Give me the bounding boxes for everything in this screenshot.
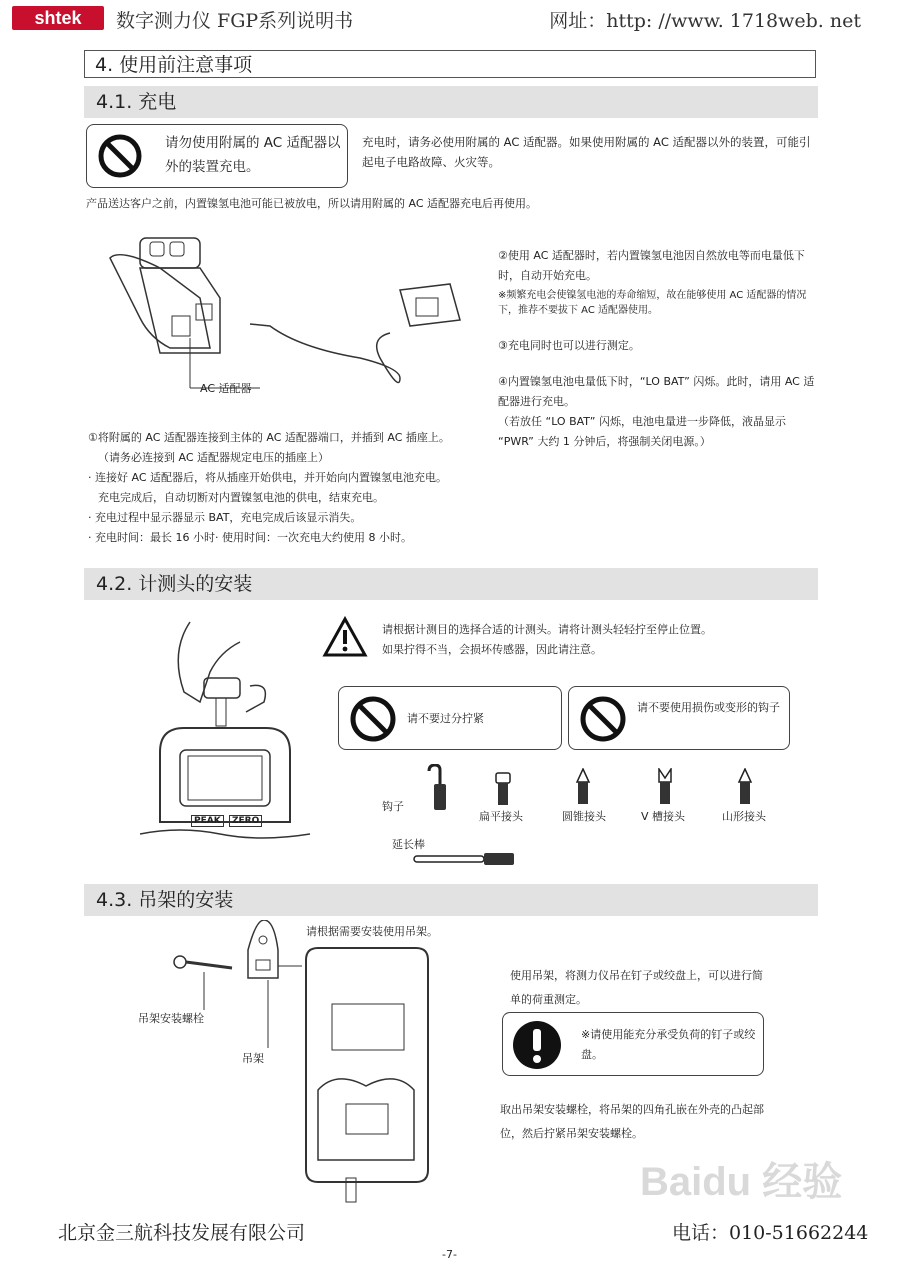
company-name: 北京金三航科技发展有限公司 xyxy=(58,1222,306,1244)
extension-rod-icon xyxy=(412,852,516,866)
note-auto-charge: ②使用 AC 适配器时，若内置镍氢电池因自然放电等而电量低下时，自动开始充电。 xyxy=(498,249,805,282)
caution-triangle-icon xyxy=(322,616,368,658)
no-overtighten-text: 请不要过分拧紧 xyxy=(407,712,484,725)
charging-warning-box xyxy=(86,124,348,188)
prohibited-icon xyxy=(349,695,397,743)
note-bat-display: · 充电过程中显示器显示 BAT，充电完成后该显示消失。 xyxy=(88,511,362,524)
v-groove-tip-icon xyxy=(656,768,674,806)
v-groove-tip-label: V 槽接头 xyxy=(641,810,686,823)
chisel-tip-label: 山形接头 xyxy=(722,810,766,823)
chisel-tip-icon xyxy=(736,768,754,806)
cone-tip-label: 圆锥接头 xyxy=(562,810,606,823)
baidu-watermark: Baidu 经验 xyxy=(640,1160,843,1204)
section-4-3-title: 4.3. 吊架的安装 xyxy=(84,884,818,916)
note-pwr-shutdown: （若放任 “LO BAT” 闪烁，电池电量进一步降低，液晶显示 “PWR” 大约 1 分钟后，将强制关闭电源。） xyxy=(498,415,786,448)
no-damaged-hook-text: 请不要使用损伤或变形的钩子 xyxy=(637,701,780,714)
page-number: -7- xyxy=(442,1248,457,1261)
charging-intro: 产品送达客户之前，内置镍氢电池可能已被放电，所以请用附属的 AC 适配器充电后再使用。 xyxy=(86,197,538,210)
section-4-1-title: 4.1. 充电 xyxy=(84,86,818,118)
phone-number: 电话：010-51662244 xyxy=(672,1222,869,1244)
hanger-bolt-label: 吊架安装螺栓 xyxy=(138,1012,204,1025)
note-charge-time: · 充电时间：最长 16 小时· 使用时间：一次充电大约使用 8 小时。 xyxy=(88,531,412,544)
note-charge-complete: 充电完成后，自动切断对内置镍氢电池的供电，结束充电。 xyxy=(98,491,384,504)
brand-logo: shtek xyxy=(12,6,104,30)
hanger-usage: 使用吊架，将测力仪吊在钉子或绞盘上，可以进行简单的荷重测定。 xyxy=(510,969,763,1006)
flat-tip-icon xyxy=(494,772,512,806)
hanger-illustration xyxy=(166,920,436,1206)
gauge-illustration xyxy=(140,612,310,842)
no-damaged-hook-box xyxy=(568,686,790,750)
note-power-supply: · 连接好 AC 适配器后，将从插座开始供电，并开始向内置镍氢电池充电。 xyxy=(88,471,447,484)
flat-tip-label: 扁平接头 xyxy=(479,810,523,823)
website-url: 网址：http: //www. 1718web. net xyxy=(549,10,861,32)
hanger-install: 取出吊架安装螺栓，将吊架的四角孔嵌在外壳的凸起部位，然后拧紧吊架安装螺栓。 xyxy=(500,1103,764,1140)
exclamation-icon xyxy=(511,1019,563,1071)
prohibited-icon xyxy=(579,695,627,743)
attachment-caution-2: 如果拧得不当，会损坏传感器，因此请注意。 xyxy=(382,643,602,656)
note-voltage: （请务必连接到 AC 适配器规定电压的插座上） xyxy=(98,451,330,464)
note-lo-bat: ④内置镍氢电池电量低下时，“LO BAT” 闪烁。此时，请用 AC 适配器进行充电。 xyxy=(498,375,815,408)
ac-adapter-label: AC 适配器 xyxy=(200,382,252,395)
hanger-warning-box xyxy=(502,1012,764,1076)
note-battery-life: ※频繁充电会使镍氢电池的寿命缩短，故在能够使用 AC 适配器的情况下，推荐不要拔下 AC 适配器使用。 xyxy=(498,290,807,316)
charging-warning-desc: 充电时，请务必使用附属的 AC 适配器。如果使用附属的 AC 适配器以外的装置，可能引起电子电路故障、火灾等。 xyxy=(362,135,811,169)
section-4-title: 4. 使用前注意事项 xyxy=(84,50,816,78)
peak-button: PEAK xyxy=(191,815,224,827)
document-title: 数字测力仪 FGP系列说明书 xyxy=(116,10,354,32)
section-4-2-title: 4.2. 计测头的安装 xyxy=(84,568,818,600)
charging-left-notes xyxy=(88,428,488,548)
attachment-caution-1: 请根据计测目的选择合适的计测头。请将计测头轻轻拧至停止位置。 xyxy=(382,623,712,636)
hook-icon xyxy=(424,764,452,812)
charger-illustration xyxy=(100,228,480,418)
no-overtighten-box xyxy=(338,686,562,750)
hanger-warning-text: ※请使用能充分承受负荷的钉子或绞盘。 xyxy=(581,1028,756,1061)
cone-tip-icon xyxy=(574,768,592,806)
charging-warning-text: 请勿使用附属的 AC 适配器以外的装置充电。 xyxy=(165,135,341,175)
charging-right-notes xyxy=(498,246,820,452)
hanger-intro: 请根据需要安装使用吊架。 xyxy=(306,925,438,938)
prohibited-icon xyxy=(97,133,143,179)
note-measure-while-charge: ③充电同时也可以进行测定。 xyxy=(498,339,640,352)
zero-button: ZERO xyxy=(229,815,262,827)
extension-rod-label: 延长棒 xyxy=(392,838,425,851)
note-connect-adapter: ①将附属的 AC 适配器连接到主体的 AC 适配器端口，并插到 AC 插座上。 xyxy=(88,431,450,444)
hanger-label: 吊架 xyxy=(242,1052,264,1065)
hook-label: 钩子 xyxy=(382,800,404,813)
